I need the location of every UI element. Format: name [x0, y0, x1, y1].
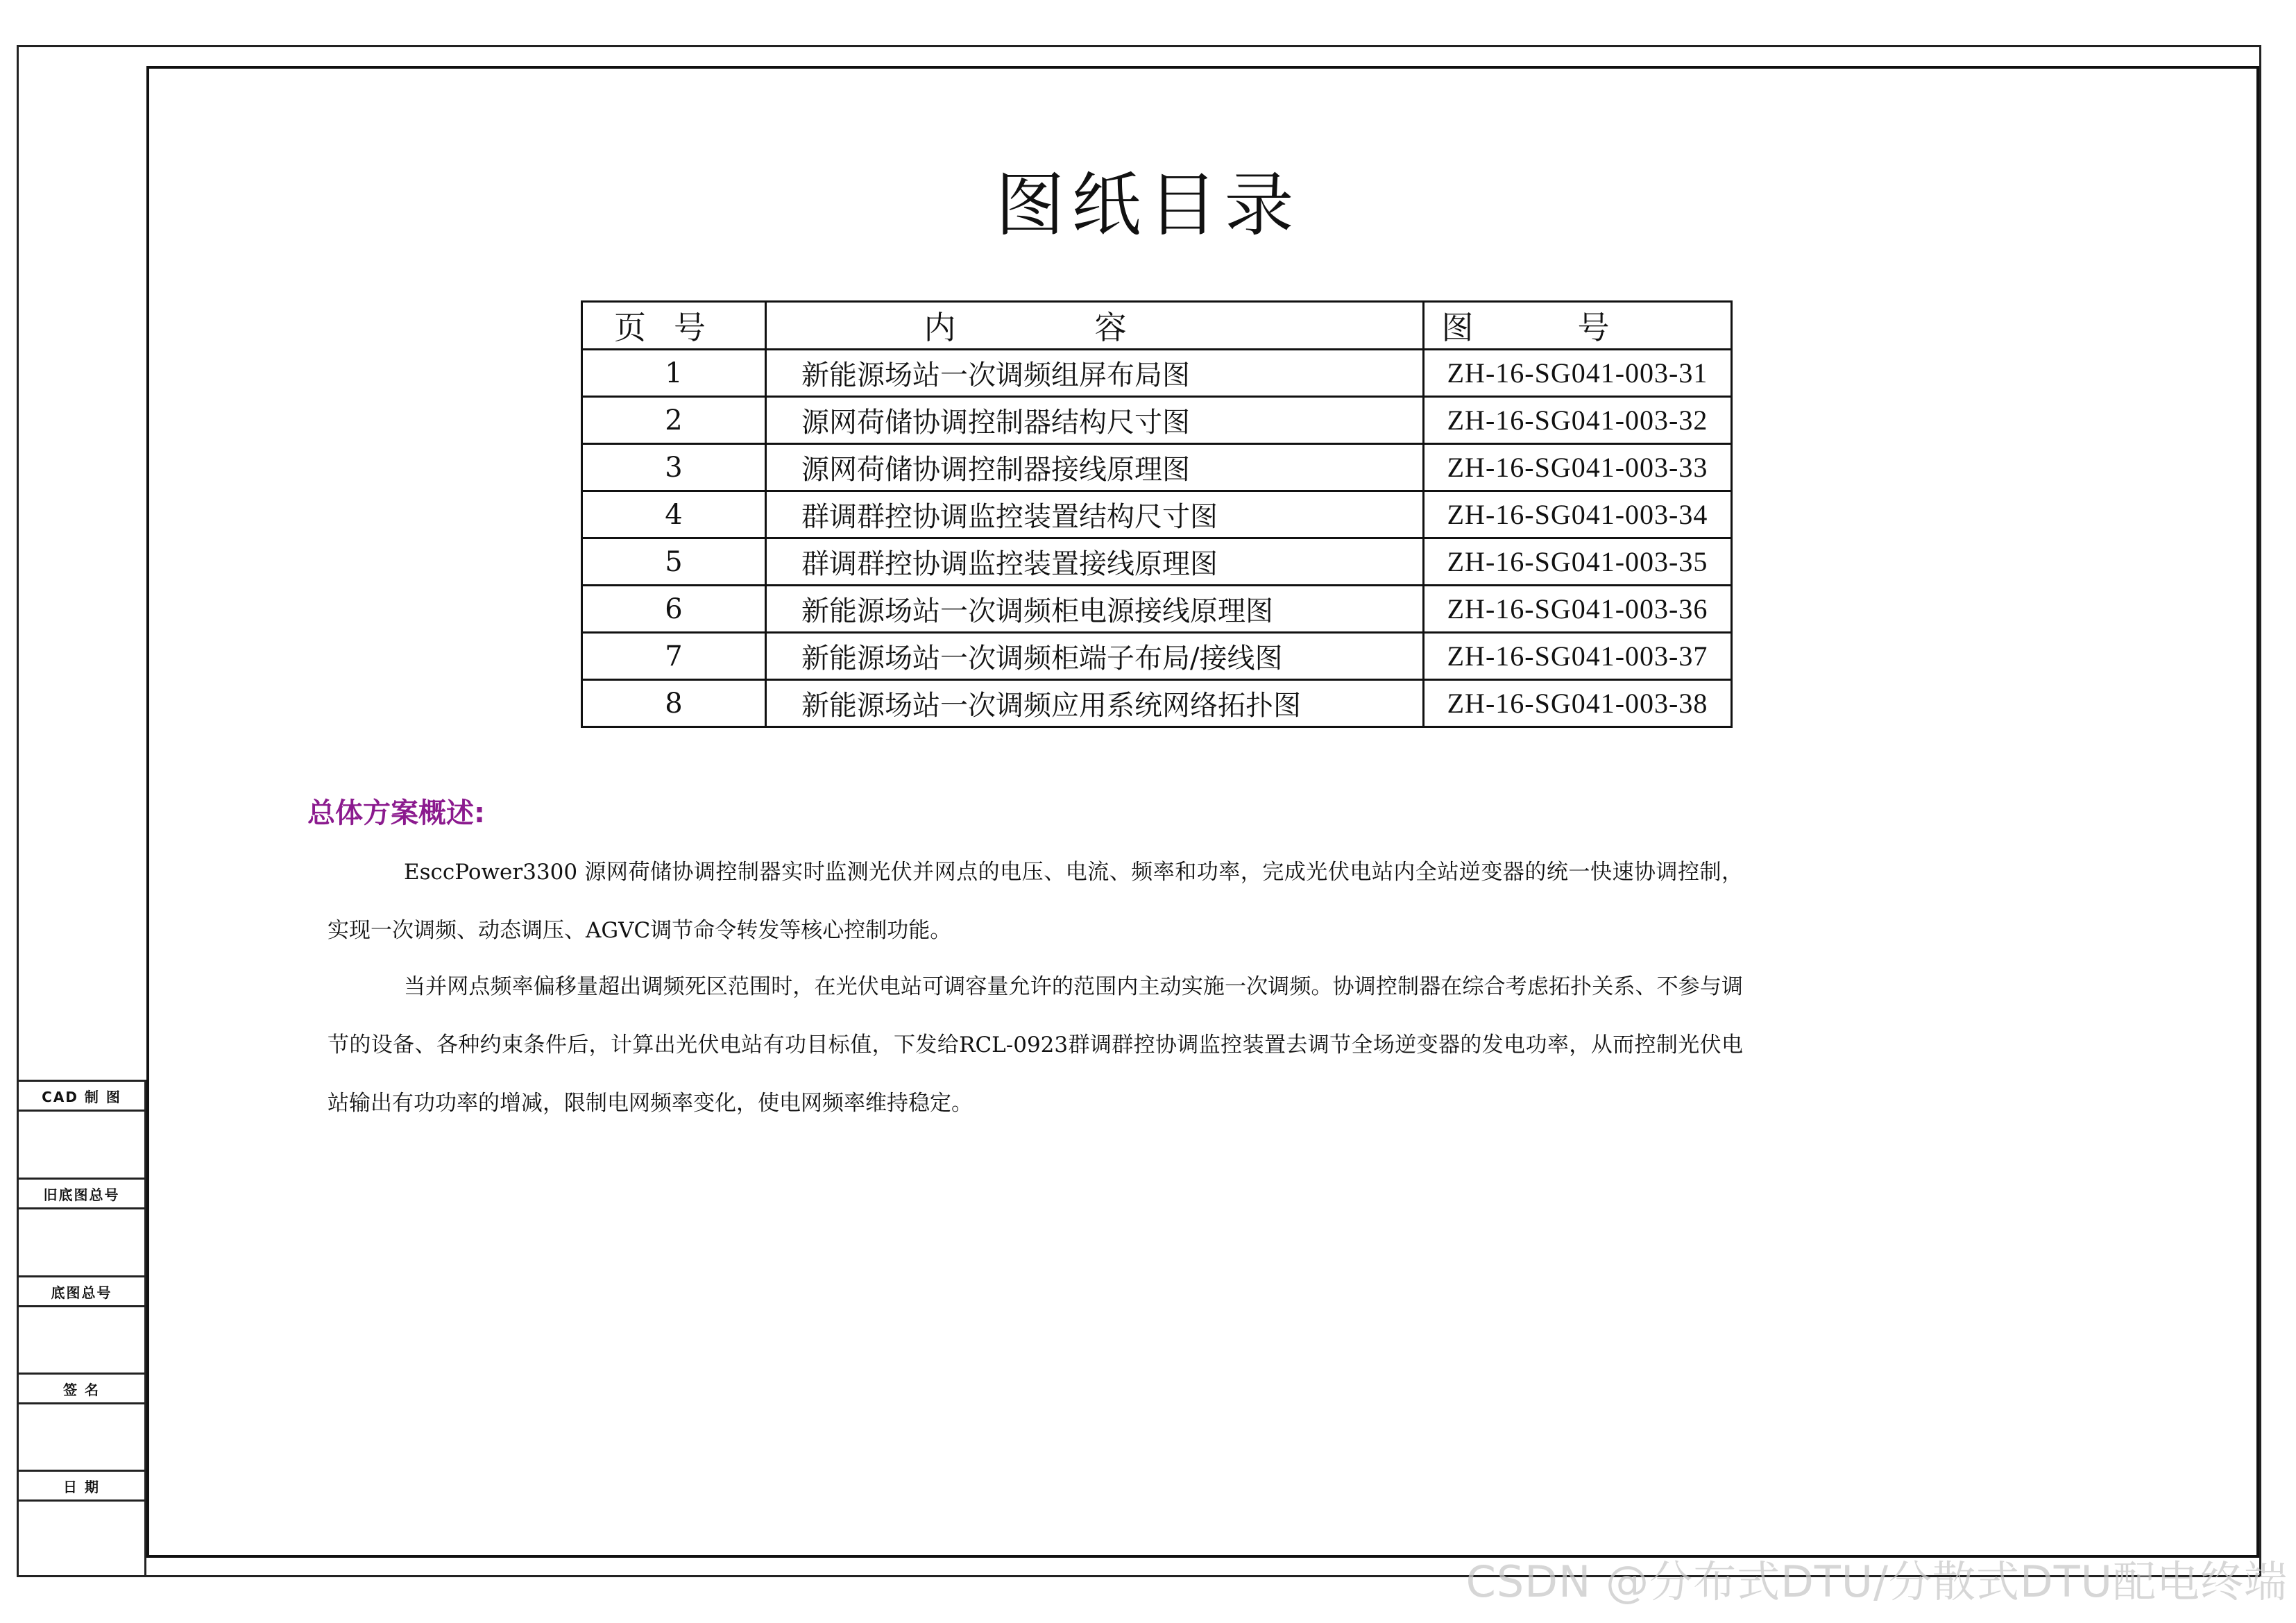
cell-drawing-no: ZH-16-SG041-003-34	[1424, 491, 1732, 538]
cell-page: 5	[582, 538, 766, 586]
table-header-row	[582, 302, 1732, 350]
cell-drawing-no: ZH-16-SG041-003-37	[1424, 633, 1732, 680]
side-label-old-base-no: 旧底图总号	[17, 1178, 146, 1209]
cell-page: 6	[582, 586, 766, 633]
side-label-base-no: 底图总号	[17, 1275, 146, 1307]
cell-content: 新能源场站一次调频柜端子布局/接线图	[766, 633, 1424, 680]
cell-content: 群调群控协调监控装置结构尺寸图	[766, 491, 1424, 538]
overview-heading: 总体方案概述:	[307, 797, 485, 829]
cell-drawing-no: ZH-16-SG041-003-33	[1424, 444, 1732, 491]
cell-content: 新能源场站一次调频组屏布局图	[766, 350, 1424, 397]
cell-page: 3	[582, 444, 766, 491]
header-page: 页号	[582, 302, 766, 350]
table-row	[582, 538, 1732, 586]
drawing-catalog-table	[581, 300, 1733, 728]
cell-content: 新能源场站一次调频柜电源接线原理图	[766, 586, 1424, 633]
side-title-block	[17, 1080, 146, 1577]
cell-drawing-no: ZH-16-SG041-003-32	[1424, 397, 1732, 444]
overview-paragraph-2: 当并网点频率偏移量超出调频死区范围时，在光伏电站可调容量允许的范围内主动实施一次调频。协调控制器在综合考虑拓扑关系、不参与调节的设备、各种约束条件后，计算出光伏电站有功目标值，下发给RCL-0923群调群控协调监控装置去调节全场逆变器的发电功率，从而控制光伏电站输出有功功率的增减，限制电网频率变化，使电网频率维持稳定。	[328, 974, 1743, 1116]
page-title: 图纸目录	[995, 164, 1301, 246]
cell-content: 源网荷储协调控制器接线原理图	[766, 444, 1424, 491]
header-content: 内容	[766, 302, 1424, 350]
side-label-cad: CAD 制 图	[17, 1080, 146, 1112]
cell-page: 1	[582, 350, 766, 397]
watermark: CSDN @分布式DTU/分散式DTU配电终端	[1465, 1556, 2288, 1607]
table-row	[582, 397, 1732, 444]
table-row	[582, 491, 1732, 538]
table-row	[582, 350, 1732, 397]
cell-drawing-no: ZH-16-SG041-003-36	[1424, 586, 1732, 633]
cell-drawing-no: ZH-16-SG041-003-35	[1424, 538, 1732, 586]
table-row	[582, 586, 1732, 633]
table-row	[582, 633, 1732, 680]
side-label-signature: 签 名	[17, 1373, 146, 1404]
cell-page: 4	[582, 491, 766, 538]
cell-page: 8	[582, 680, 766, 727]
cell-page: 2	[582, 397, 766, 444]
cell-page: 7	[582, 633, 766, 680]
side-label-date: 日 期	[17, 1470, 146, 1502]
cell-drawing-no: ZH-16-SG041-003-31	[1424, 350, 1732, 397]
table-row	[582, 680, 1732, 727]
overview-paragraph-1: EsccPower3300 源网荷储协调控制器实时监测光伏并网点的电压、电流、频率和功率，完成光伏电站内全站逆变器的统一快速协调控制，实现一次调频、动态调压、AGVC调节命令转发等核心控制功能。	[328, 860, 1743, 943]
cell-drawing-no: ZH-16-SG041-003-38	[1424, 680, 1732, 727]
cell-content: 新能源场站一次调频应用系统网络拓扑图	[766, 680, 1424, 727]
cell-content: 群调群控协调监控装置接线原理图	[766, 538, 1424, 586]
table-row	[582, 444, 1732, 491]
cell-content: 源网荷储协调控制器结构尺寸图	[766, 397, 1424, 444]
header-drawing-no: 图号	[1424, 302, 1732, 350]
